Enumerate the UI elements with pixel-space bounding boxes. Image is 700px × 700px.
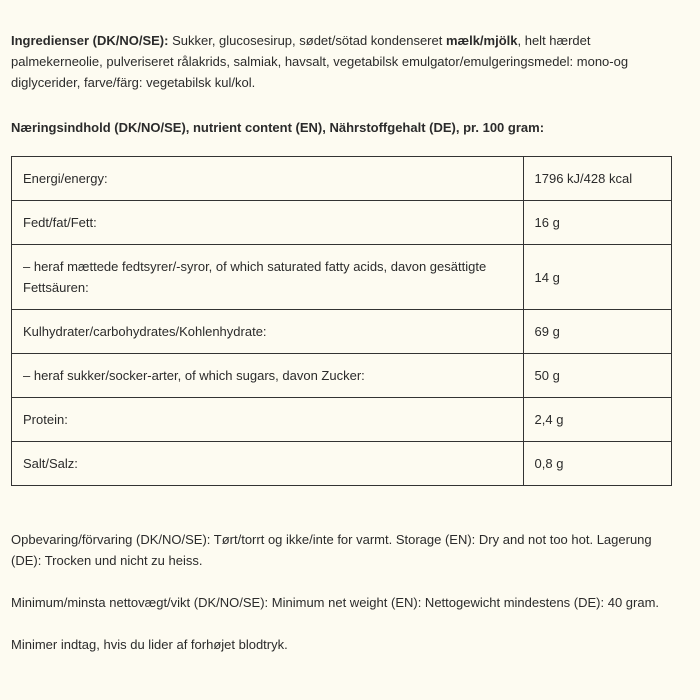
table-row xyxy=(12,398,672,442)
table-row xyxy=(12,157,672,201)
table-row xyxy=(12,442,672,486)
ingredients-paragraph xyxy=(11,30,671,93)
nutrient-value: 16 g xyxy=(523,201,671,245)
nutrient-value: 0,8 g xyxy=(523,442,671,486)
nutrient-value: 1796 kJ/428 kcal xyxy=(523,157,671,201)
nutrition-table xyxy=(11,156,672,486)
table-row xyxy=(12,245,672,310)
nutrient-label: Salt/Salz: xyxy=(12,442,524,486)
nutrient-label: Kulhydrater/carbohydrates/Kohlenhydrate: xyxy=(12,310,524,354)
product-info xyxy=(11,30,671,655)
net-weight-paragraph: Minimum/minsta nettovægt/vikt (DK/NO/SE): Minimum net weight (EN): Nettogewicht mindestens (DE): 40 gram. xyxy=(11,595,660,610)
nutrient-value: 50 g xyxy=(523,354,671,398)
nutrient-value: 14 g xyxy=(523,245,671,310)
ingredients-allergen: mælk/mjölk xyxy=(445,33,518,48)
warning-paragraph: Minimer indtag, hvis du lider af forhøjet blodtryk. xyxy=(11,637,288,652)
table-row xyxy=(12,201,672,245)
nutrient-value: 69 g xyxy=(523,310,671,354)
storage-paragraph: Opbevaring/förvaring (DK/NO/SE): Tørt/torrt og ikke/inte for varmt. Storage (EN): Dry and not too hot. Lagerung (DE): Trocken und nicht zu heiss. xyxy=(11,532,652,568)
nutrient-value: 2,4 g xyxy=(523,398,671,442)
nutrient-label: Protein: xyxy=(12,398,524,442)
nutrient-label: Energi/energy: xyxy=(12,157,524,201)
ingredients-text-1: Sukker, glucosesirup, sødet/sötad kondenseret xyxy=(168,33,446,48)
nutrient-label: – heraf mættede fedtsyrer/-syror, of which saturated fatty acids, davon gesättigte Fettsäuren: xyxy=(12,245,524,310)
ingredients-text-2: , helt hærdet palmekerneolie, pulveriseret rålakrids, salmiak, havsalt, vegetabilsk emulgator/emulgeringsmedel: mono-og diglycerider, farve/färg: vegetabilsk kul/kol. xyxy=(11,33,629,90)
table-row xyxy=(12,310,672,354)
table-row xyxy=(12,354,672,398)
nutrient-label: Fedt/fat/Fett: xyxy=(12,201,524,245)
ingredients-label: Ingredienser (DK/NO/SE): xyxy=(11,33,169,48)
nutrient-label: – heraf sukker/socker-arter, of which sugars, davon Zucker: xyxy=(12,354,524,398)
nutrition-heading: Næringsindhold (DK/NO/SE), nutrient content (EN), Nährstoffgehalt (DE), pr. 100 gram: xyxy=(11,120,545,135)
